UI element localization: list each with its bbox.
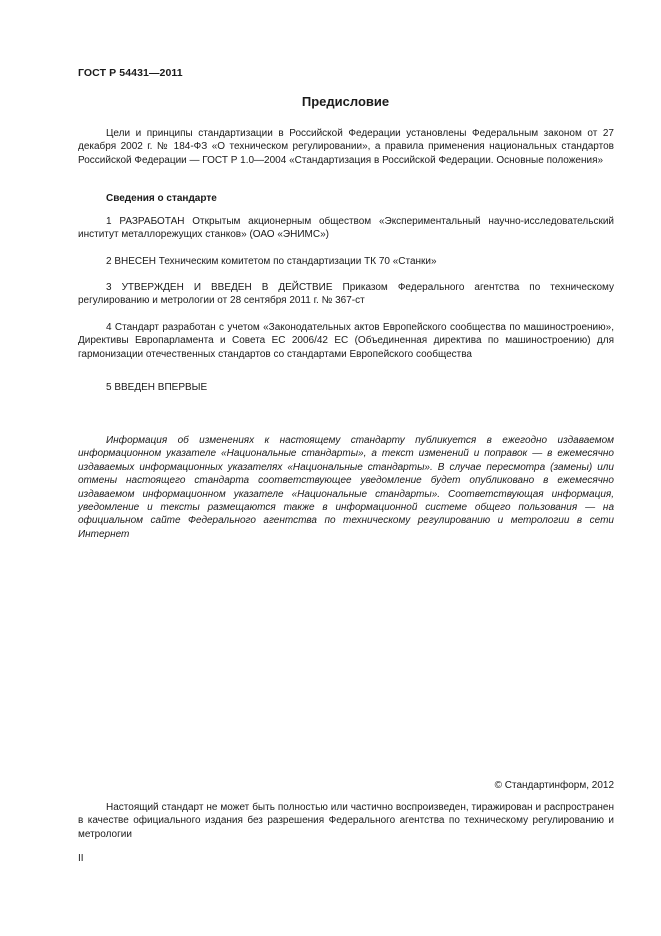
page-title: Предисловие [301, 94, 390, 109]
reproduction-notice-paragraph: Настоящий стандарт не может быть полностью или частично воспроизведен, тиражирован и распространен в качестве официального издания без разрешения Федерального агентства по техническому регулированию и метрологии [78, 802, 614, 840]
copyright-line: © Стандартинформ, 2012 [494, 780, 614, 791]
page-number: II [78, 853, 84, 864]
section-heading: Сведения о стандарте [106, 193, 217, 204]
standard-info-item-3: 3 УТВЕРЖДЕН И ВВЕДЕН В ДЕЙСТВИЕ Приказом Федерального агентства по техническому регулированию и метрологии от 28 сентября 2011 г. № 367-ст [78, 282, 614, 307]
info-notice-paragraph: Информация об изменениях к настоящему стандарту публикуется в ежегодно издаваемом информационном указателе «Национальные стандарты», а текст изменений и поправок — в ежемесячно издаваемых информационных указателях «Национальные стандарты». В случае пересмотра (замены) или отмены настоящего стандарта соответствующее уведомление будет опубликовано в ежемесячно издаваемом информационном указателе «Национальные стандарты». Соответствующая информация, уведомление и тексты размещаются также в информационной системе общего пользования — на официальном сайте Федерального агентства по техническому регулированию и метрологии в сети Интернет [78, 435, 614, 540]
intro-paragraph: Цели и принципы стандартизации в Российской Федерации установлены Федеральным законом от 27 декабря 2002 г. № 184-ФЗ «О техническом регулировании», а правила применения национальных стандартов Российской Федерации — ГОСТ Р 1.0—2004 «Стандартизация в Российской Федерации. Основные положения» [78, 128, 614, 166]
standard-info-item-4: 4 Стандарт разработан с учетом «Законодательных актов Европейского сообщества по машиностроению», Директивы Европарламента и Совета ЕС 2006/42 ЕС (Объединенная директива по машиностроению) для гармонизации отечественных стандартов со стандартами Европейского сообщества [78, 322, 614, 360]
standard-id-header: ГОСТ Р 54431—2011 [78, 67, 183, 79]
standard-info-item-5: 5 ВВЕДЕН ВПЕРВЫЕ [106, 382, 208, 393]
standard-info-item-1: 1 РАЗРАБОТАН Открытым акционерным обществом «Экспериментальный научно-исследовательский институт металлорежущих станков» (ОАО «ЭНИМС») [78, 216, 614, 241]
standard-info-item-2: 2 ВНЕСЕН Техническим комитетом по стандартизации ТК 70 «Станки» [106, 256, 437, 267]
